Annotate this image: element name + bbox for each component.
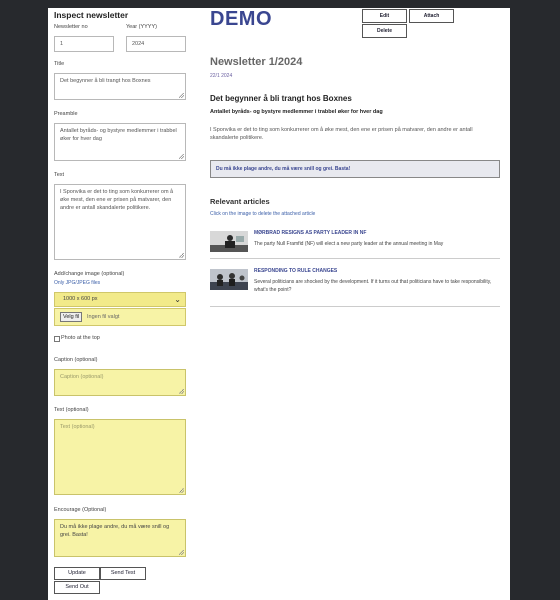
resize-handle-icon[interactable] — [179, 389, 184, 394]
related-article-desc: The party Null Framfid (NF) will elect a new party leader at the annual meeting in May — [254, 241, 444, 247]
related-heading: Relevant articles — [210, 197, 270, 206]
related-hint: Click on the image to delete the attached article — [210, 211, 316, 217]
newsletter-no-input[interactable]: 1 — [54, 36, 114, 52]
send-out-button[interactable]: Send Out — [54, 581, 100, 594]
text-optional-textarea[interactable] — [54, 419, 186, 495]
resize-handle-icon[interactable] — [179, 488, 184, 493]
caption-textarea[interactable] — [54, 369, 186, 396]
text-textarea[interactable] — [54, 184, 186, 260]
article-thumbnail[interactable] — [210, 231, 248, 252]
preamble-textarea-text: Antallet byråds- og bystyre medlemmer i trabbel øker for hver dag — [60, 128, 177, 142]
form-title: Inspect newsletter — [54, 10, 129, 20]
encourage-box: Du må ikke plage andre, du må være snill og grei. Basta! — [210, 160, 500, 178]
resize-handle-icon[interactable] — [179, 550, 184, 555]
year-input[interactable]: 2024 — [126, 36, 186, 52]
encourage-label: Encourage (Optional) — [54, 507, 107, 513]
preamble-textarea[interactable] — [54, 123, 186, 161]
related-article-title: MØRBRAD RESIGNS AS PARTY LEADER IN NF — [254, 230, 367, 236]
photo-top-label: Photo at the top — [61, 335, 100, 341]
newsletter-date: 22/1 2024 — [210, 73, 233, 79]
image-label: Add/change image (optional) — [54, 271, 125, 277]
article-preamble: Antallet byråds- og bystyre medlemmer i trabbel øker for hver dag — [210, 109, 383, 115]
file-picker — [54, 308, 186, 326]
text-label: Text — [54, 172, 65, 178]
edit-button[interactable]: Edit — [362, 9, 407, 23]
choose-file-button[interactable]: Velg fil — [60, 312, 82, 322]
image-size-value: 1000 x 600 px — [63, 296, 98, 302]
year-label: Year (YYYY) — [126, 24, 157, 30]
title-textarea-text: Det begynner å bli trangt hos Boxnes — [60, 78, 151, 84]
resize-handle-icon[interactable] — [179, 93, 184, 98]
update-button[interactable]: Update — [54, 567, 100, 580]
article-text: I Sponvika er det to ting som konkurrerer om å øke mest, den ene er prisen på matvarer, den andre er antall skandalerte politikere. — [210, 127, 473, 141]
related-article-title: RESPONDING TO RULE CHANGES — [254, 268, 338, 274]
resize-handle-icon[interactable] — [179, 253, 184, 258]
resize-handle-icon[interactable] — [179, 154, 184, 159]
article-headline: Det begynner å bli trangt hos Boxnes — [210, 94, 352, 103]
title-textarea[interactable] — [54, 73, 186, 100]
newsletter-no-label: Newsletter no — [54, 24, 88, 30]
preamble-label: Preamble — [54, 111, 78, 117]
image-size-select[interactable] — [54, 292, 186, 307]
article-thumbnail[interactable] — [210, 269, 248, 290]
encourage-textarea-text: Du må ikke plage andre, du må være snill og grei. Basta! — [60, 524, 170, 538]
file-status: Ingen fil valgt — [87, 314, 120, 320]
related-article — [210, 266, 500, 307]
title-label: Title — [54, 61, 65, 67]
chevron-down-icon: ⌄ — [174, 295, 181, 304]
related-article-desc: Several politicians are shocked by the development. If it turns out that politicians have to take responsibility, what's the point? — [254, 279, 492, 293]
logo: DEMO — [210, 8, 272, 30]
encourage-textarea[interactable] — [54, 519, 186, 557]
delete-button[interactable]: Delete — [362, 24, 407, 38]
caption-label: Caption (optional) — [54, 357, 98, 363]
related-article — [210, 228, 500, 259]
image-hint: Only JPG/JPEG files — [54, 280, 101, 286]
photo-top-checkbox[interactable] — [54, 336, 60, 342]
send-test-button[interactable]: Send Test — [100, 567, 146, 580]
text-optional-placeholder: Text (optional) — [60, 424, 95, 430]
newsletter-page — [48, 8, 510, 600]
newsletter-title: Newsletter 1/2024 — [210, 56, 303, 68]
caption-placeholder: Caption (optional) — [60, 374, 104, 380]
text-optional-label: Text (optional) — [54, 407, 89, 413]
text-textarea-text: I Sponvika er det to ting som konkurrerer om å øke mest, den ene er prisen på matvarer, den andre er antall skandalerte politikere. — [60, 189, 174, 211]
attach-button[interactable]: Attach — [409, 9, 454, 23]
